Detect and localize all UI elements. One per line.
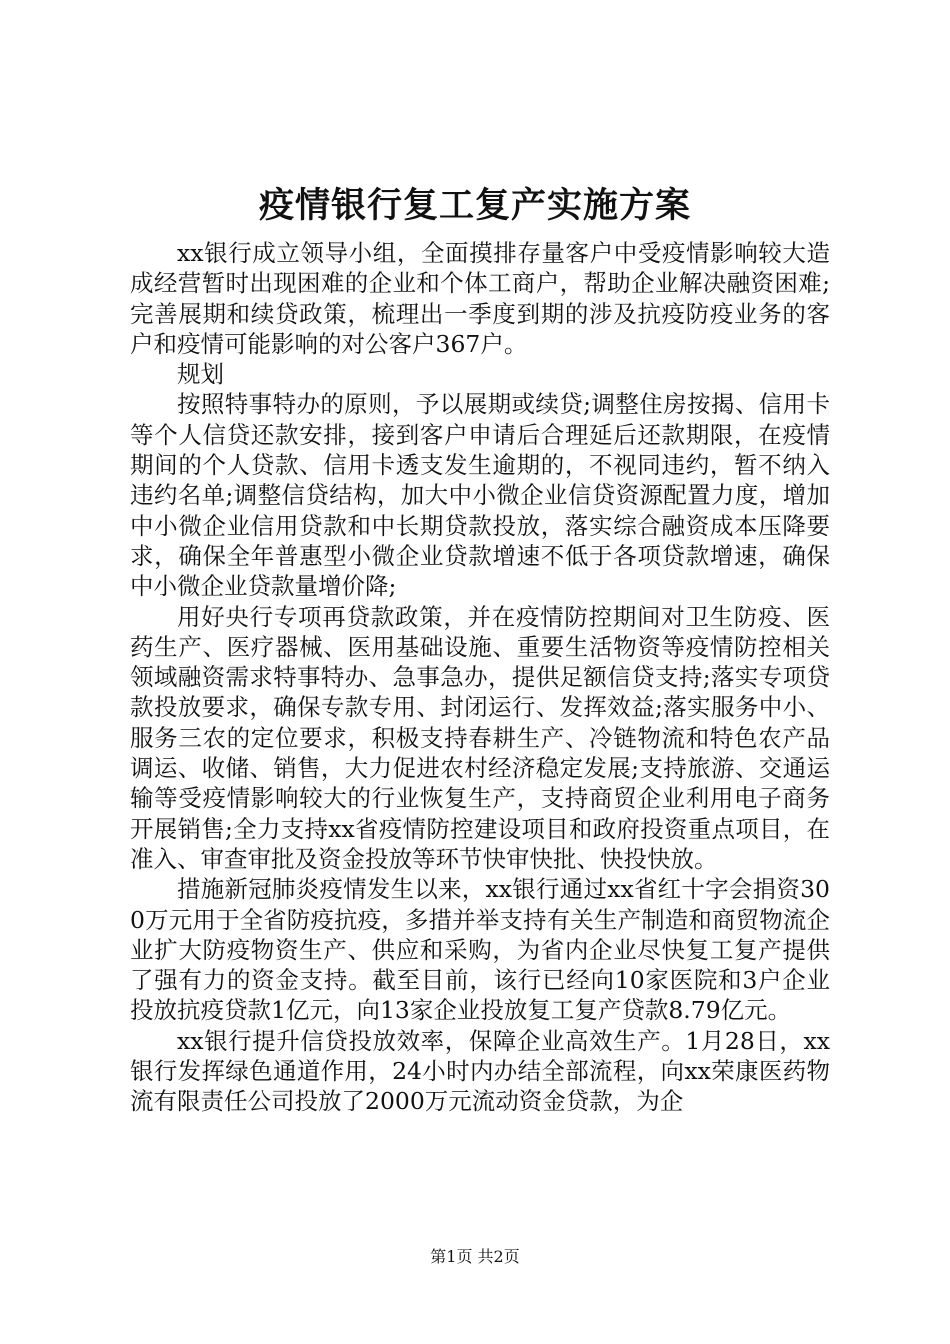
page-indicator: 第1页 共2页	[430, 1247, 520, 1266]
document-body	[130, 238, 830, 1117]
paragraph-heading-plan: 规划	[177, 360, 224, 389]
paragraph-leadership-group: xx银行成立领导小组，全面摸排存量客户中受疫情影响较大造成经营暂时出现困难的企业和个体工商户，帮助企业解决融资困难;完善展期和续贷政策，梳理出一季度到期的涉及抗疫防疫业务的客户和疫情可能影响的对公客户367户。	[130, 239, 830, 358]
document-title: 疫情银行复工复产实施方案	[258, 185, 691, 226]
paragraph-special-handling: 按照特事特办的原则，予以展期或续贷;调整住房按揭、信用卡等个人信贷还款安排，接到客户申请后合理延后还款期限，在疫情期间的个人贷款、信用卡透支发生逾期的，不视同违约，暂不纳入违约名单;调整信贷结构，加大中小微企业信贷资源配置力度，增加中小微企业信用贷款和中长期贷款投放，落实综合融资成本压降要求，确保全年普惠型小微企业贷款增速不低于各项贷款增速，确保中小微企业贷款量增价降;	[130, 390, 830, 601]
paragraph-measures: 措施新冠肺炎疫情发生以来，xx银行通过xx省红十字会捐资300万元用于全省防疫抗疫，多措并举支持有关生产制造和商贸物流企业扩大防疫物资生产、供应和采购，为省内企业尽快复工复产提供了强有力的资金支持。截至目前，该行已经向10家医院和3户企业投放抗疫贷款1亿元，向13家企业投放复工复产贷款8.79亿元。	[130, 875, 830, 1025]
paragraph-credit-efficiency: xx银行提升信贷投放效率，保障企业高效生产。1月28日，xx银行发挥绿色通道作用，24小时内办结全部流程，向xx荣康医药物流有限责任公司投放了2000万元流动资金贷款，为企	[130, 1026, 830, 1116]
paragraph-central-bank-policy: 用好央行专项再贷款政策，并在疫情防控期间对卫生防疫、医药生产、医疗器械、医用基础设施、重要生活物资等疫情防控相关领域融资需求特事特办、急事急办，提供足额信贷支持;落实专项贷款投放要求，确保专款专用、封闭运行、发挥效益;落实服务中小、服务三农的定位要求，积极支持春耕生产、冷链物流和特色农产品调运、收储、销售，大力促进农村经济稳定发展;支持旅游、交通运输等受疫情影响较大的行业恢复生产，支持商贸企业利用电子商务开展销售;全力支持xx省疫情防控建设项目和政府投资重点项目，在准入、审查审批及资金投放等环节快审快批、快投快放。	[130, 602, 830, 873]
